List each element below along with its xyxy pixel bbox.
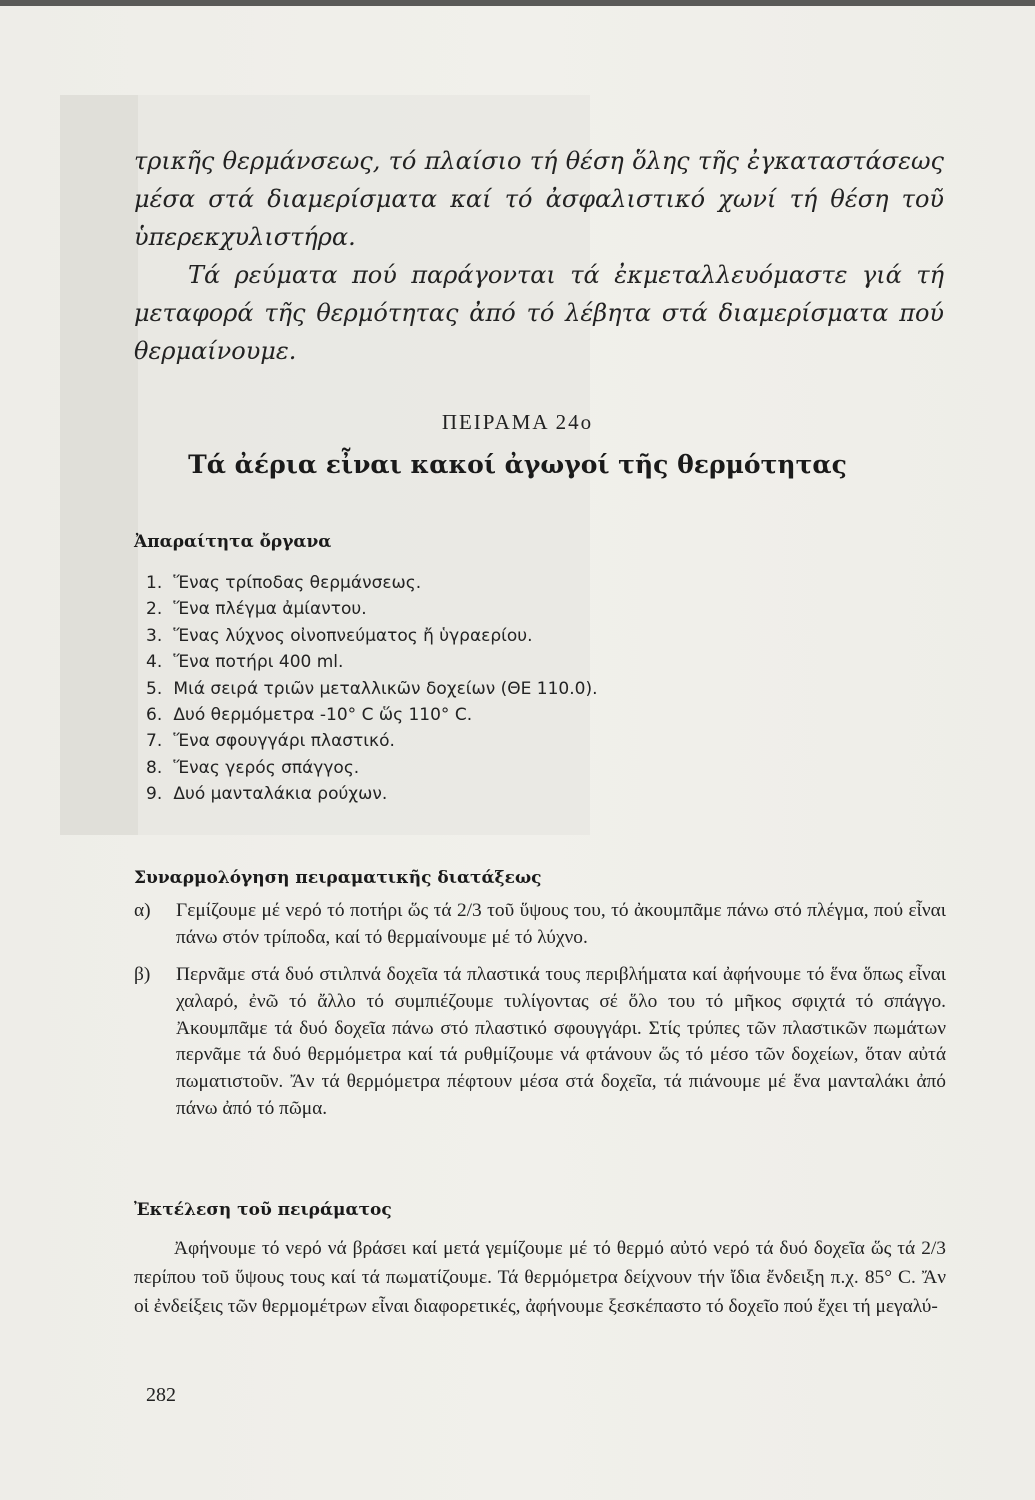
item-number: 4. [146, 652, 163, 673]
item-text: Ἕνα πλέγμα ἀμίαντου. [173, 599, 367, 620]
item-text: Δυό μανταλάκια ρούχων. [173, 784, 388, 805]
equipment-list [146, 570, 598, 808]
list-item [146, 676, 598, 702]
item-number: 9. [146, 784, 163, 805]
item-text: Ἕνα ποτήρι 400 ml. [173, 652, 344, 673]
experiment-number: ΠΕΙΡΑΜΑ 24ο [441, 410, 594, 434]
item-text: Δυό θερμόμετρα -10° C ὥς 110° C. [173, 704, 473, 725]
item-number: 2. [146, 599, 163, 620]
item-number: 8. [146, 757, 163, 778]
experiment-title: Τά ἀέρια εἶναι κακοί ἀγωγοί τῆς θερμότητας [188, 450, 847, 479]
step-label: β) [134, 964, 151, 985]
execution-heading: Ἐκτέλεση τοῦ πειράματος [134, 1200, 392, 1220]
item-text: Ἕνας τρίποδας θερμάνσεως. [173, 573, 422, 593]
item-number: 5. [146, 678, 163, 699]
execution-paragraph: Ἀφήνουμε τό νερό νά βράσει καί μετά γεμίζουμε μέ τό θερμό αὐτό νερό τά δυό δοχεῖα ὥς τά 2/3 περίπου τοῦ ὕψους τους καί τά πωματίζουμε. Τά θερμόμετρα δείχνουν τήν ἴδια ἔνδειξη π.χ. 85° C. Ἄν οἱ ἐνδείξεις τῶν θερμομέτρων εἶναι διαφορετικές, ἀφήνουμε ξεσκέπαστο τό δοχεῖο πού ἔχει τή μεγαλύ- [134, 1238, 946, 1317]
assembly-heading: Συναρμολόγηση πειραματικῆς διατάξεως [134, 868, 542, 888]
intro-section [0, 142, 1035, 370]
item-text: Μιά σειρά τριῶν μεταλλικῶν δοχείων (ΘΕ 110.0). [173, 678, 598, 699]
item-text: Ἕνα σφουγγάρι πλαστικό. [173, 731, 395, 752]
step-label: α) [134, 900, 151, 921]
list-item [146, 649, 598, 675]
page-number: 282 [146, 1384, 176, 1406]
item-text: Ἕνας λύχνος οἰνοπνεύματος ἤ ὑγραερίου. [173, 625, 533, 646]
intro-paragraph-1: τρικῆς θερμάνσεως, τό πλαίσιο τή θέση ὅλης τῆς ἐγκαταστάσεως μέσα στά διαμερίσματα καί τό ἀσφαλιστικό χωνί τή θέση τοῦ ὑπερεκχυλιστήρα. [134, 147, 944, 251]
assembly-step-a [134, 898, 946, 952]
list-item [146, 728, 598, 754]
item-text: Ἕνας γερός σπάγγος. [173, 757, 360, 778]
item-number: 3. [146, 625, 163, 646]
item-number: 7. [146, 731, 163, 752]
list-item [146, 570, 598, 596]
intro-paragraph-2: Τά ρεύματα πού παράγονται τά ἐκμεταλλευόμαστε γιά τή μεταφορά τῆς θερμότητας ἀπό τό λέβητα στά διαμερίσματα πού θερμαίνουμε. [134, 261, 944, 365]
list-item [146, 702, 598, 728]
list-item [146, 623, 598, 649]
item-number: 1. [146, 573, 163, 593]
step-text: Γεμίζουμε μέ νερό τό ποτήρι ὥς τά 2/3 τοῦ ὕψους του, τό ἀκουμπᾶμε πάνω στό πλέγμα, πού εἶναι πάνω στόν τρίποδα, καί τό θερμαίνουμε μέ τό λύχνο. [176, 900, 946, 948]
list-item [146, 755, 598, 781]
assembly-step-b [134, 962, 946, 1123]
item-number: 6. [146, 704, 163, 725]
step-text: Περνᾶμε στά δυό στιλπνά δοχεῖα τά πλαστικά τους περιβλήματα καί ἀφήνουμε τό ἕνα ὅπως εἶναι χαλαρό, ἐνῶ τό ἄλλο τό συμπιέζουμε τυλίγοντας σέ ὅλο του τό μῆκος σφιχτά τό σπάγγο. Ἀκουμπᾶμε τά δυό δοχεῖα πάνω στό πλαστικό σφουγγάρι. Στίς τρύπες τῶν πλαστικῶν πωμάτων περνᾶμε τά δυό θερμόμετρα καί τά ρυθμίζουμε νά φτάνουν ὥς τό μέσο τῶν δοχείων, ὅταν αὐτά πωματιστοῦν. Ἄν τά θερμόμετρα πέφτουν μέσα στά δοχεῖα, τά πιάνουμε μέ ἕνα μανταλάκι ἀπό πάνω ἀπό τό πῶμα. [176, 964, 946, 1119]
list-item [146, 781, 598, 807]
equipment-heading: Ἀπαραίτητα ὄργανα [134, 532, 332, 552]
list-item [146, 596, 598, 622]
